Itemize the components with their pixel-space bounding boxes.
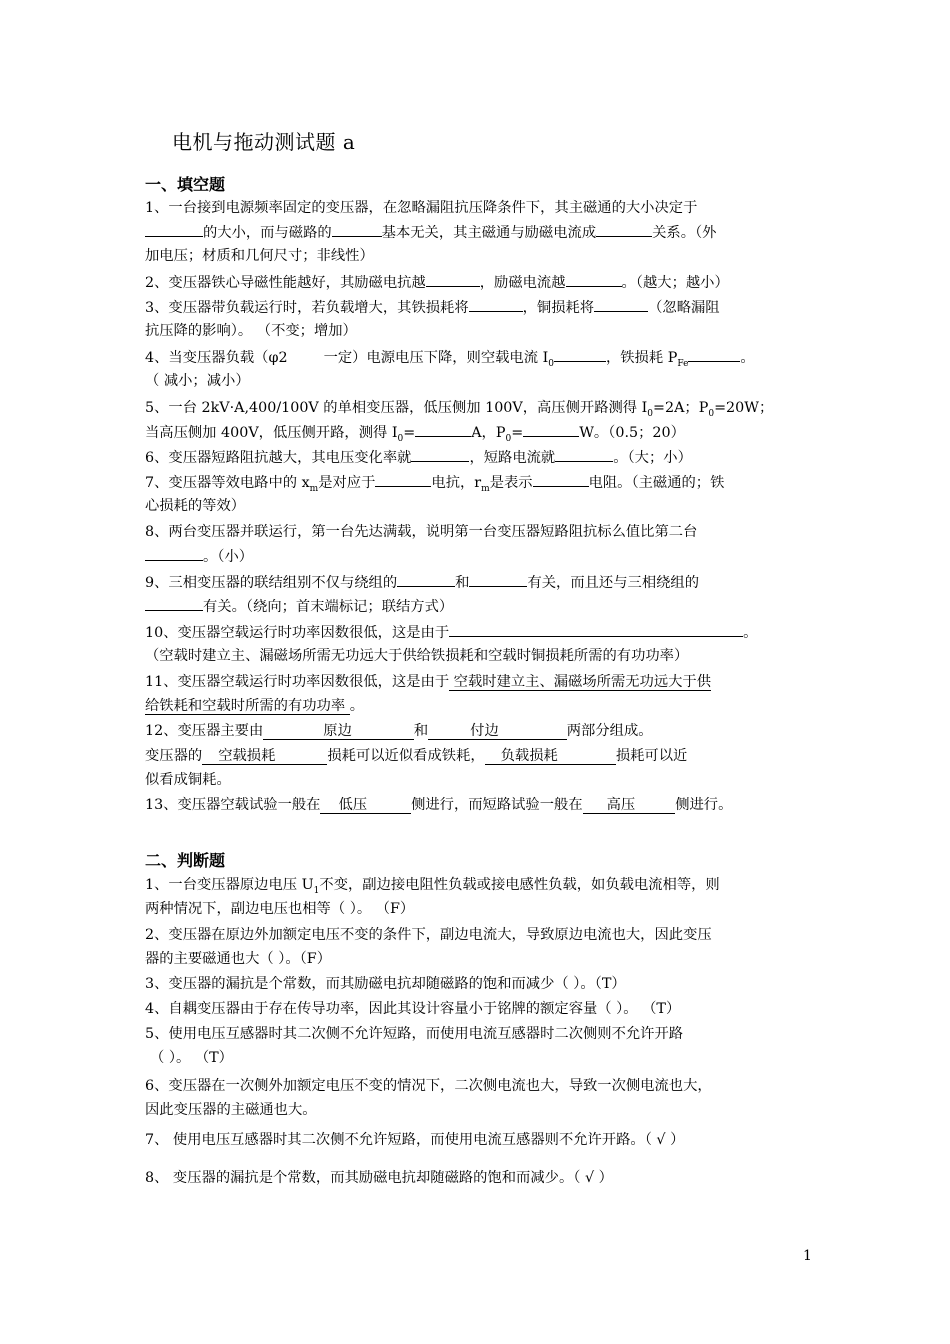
blank (596, 220, 652, 237)
blank (555, 445, 613, 462)
question-11-line-2: 给铁耗和空载时所需的有功功率 。 (145, 698, 364, 714)
question-3-line-1: 3、变压器带负载运行时，若负载增大，其铁损耗将 ，铜损耗将 （忽略漏阻 (145, 295, 810, 320)
tf-question-8: 8、 变压器的漏抗是个常数，而其励磁电抗却随磁路的饱和而减少。（ √ ） (145, 1170, 613, 1186)
tf-question-5-line-2: （ ）。 （T） (150, 1050, 233, 1066)
question-6: 6、变压器短路阻抗越大，其电压变化率就 ，短路电流就 。（大；小） (145, 445, 810, 470)
question-7-line-2: 心损耗的等效） (145, 498, 246, 514)
question-12-line-3: 似看成铜耗。 (145, 772, 231, 788)
blank (397, 570, 455, 587)
question-1-line-2: 的大小，而与磁路的 基本无关，其主磁通与励磁电流成 关系。（外 (145, 220, 810, 245)
answer-underlined: 付边 (428, 723, 567, 740)
tf-question-5-line-1: 5、使用电压互感器时其二次侧不允许短路，而使用电流互感器时二次侧则不允许开路 (145, 1026, 684, 1042)
answer-underlined: 给铁耗和空载时所需的有功功率 (145, 698, 350, 714)
question-5-line-1: 5、一台 2kV·A,400/100V 的单相变压器，低压侧加 100V，高压侧开路测得 $I_0=2A$；$P_0=20W$； (145, 400, 774, 419)
answer-underlined: 空载时建立主、漏磁场所需无功远大于供 (449, 674, 712, 690)
blank (523, 420, 579, 437)
answer-underlined: 高压 (583, 797, 676, 814)
question-3-line-2: 抗压降的影响）。 （不变；增加） (145, 323, 357, 339)
page-number: 1 (803, 1248, 812, 1264)
question-4-line-2: （ 减小；减小） (145, 373, 250, 389)
blank (688, 345, 740, 362)
question-8-line-1: 8、两台变压器并联运行，第一台先达满载，说明第一台变压器短路阻抗标么值比第二台 (145, 524, 698, 540)
tf-question-7: 7、 使用电压互感器时其二次侧不允许短路，而使用电流互感器则不允许开路。（ √ ） (145, 1132, 685, 1148)
answer-underlined: 空载损耗 (202, 748, 327, 765)
blank (145, 594, 203, 611)
blank (426, 270, 480, 287)
blank (554, 345, 606, 362)
question-9-line-2: 有关。（绕向；首末端标记；联结方式） (145, 594, 810, 619)
answer-underlined: 原边 (263, 723, 414, 740)
blank (533, 470, 589, 487)
section-heading-true-false: 二、判断题 (145, 851, 226, 870)
question-10-line-2: （空载时建立主、漏磁场所需无功远大于供给铁损耗和空载时铜损耗所需的有功功率） (145, 648, 689, 664)
section-heading-fill-in: 一、填空题 (145, 175, 226, 194)
question-1-line-3: 加电压；材质和几何尺寸；非线性） (145, 248, 374, 264)
blank (145, 220, 203, 237)
question-4-line-1: 4、当变压器负载（φ2 一定）电源电压下降，则空载电流 $I_0$ ，铁损耗 $P_{Fe}$ 。 (145, 345, 810, 376)
blank (332, 220, 382, 237)
question-10-line-1: 10、变压器空载运行时功率因数很低，这是由于 。 (145, 620, 810, 645)
question-13: 13、变压器空载试验一般在 低压 侧进行，而短路试验一般在 高压 侧进行。 (145, 797, 733, 813)
tf-question-2-line-2: 器的主要磁通也大（ ）。（F） (145, 951, 332, 967)
question-5-line-2: 当高压侧加 400V，低压侧开路，测得 $I_0= A$，$P_0= W$。（0.5；20） (145, 420, 810, 451)
question-11-line-1: 11、变压器空载运行时功率因数很低，这是由于 空载时建立主、漏磁场所需无功远大于供 (145, 674, 712, 690)
blank (469, 295, 523, 312)
question-9-line-1: 9、三相变压器的联结组别不仅与绕组的 和 有关，而且还与三相绕组的 (145, 570, 810, 595)
question-12-line-1: 12、变压器主要由 原边 和 付边 两部分组成。 (145, 723, 653, 739)
blank (415, 420, 471, 437)
blank (145, 544, 203, 561)
blank (375, 470, 431, 487)
answer-underlined: 负载损耗 (485, 748, 616, 765)
question-2: 2、变压器铁心导磁性能越好，其励磁电抗越 ，励磁电流越 。（越大；越小） (145, 270, 810, 295)
page-title: 电机与拖动测试题 a (172, 130, 356, 154)
blank (411, 445, 469, 462)
question-7-line-1: 7、变压器等效电路中的 $x_m$是对应于 电抗，$r_m$是表示 电阻。（主磁通的；铁 (145, 470, 810, 501)
blank (566, 270, 622, 287)
question-8-line-2: 。（小） (145, 544, 810, 569)
tf-question-1-line-2: 两种情况下，副边电压也相等（ ）。 （F） (145, 901, 415, 917)
tf-question-2-line-1: 2、变压器在原边外加额定电压不变的条件下，副边电流大，导致原边电流也大，因此变压 (145, 927, 712, 943)
tf-question-4: 4、自耦变压器由于存在传导功率，因此其设计容量小于铭牌的额定容量（ ）。 （T） (145, 1001, 681, 1017)
answer-underlined: 低压 (320, 797, 411, 814)
question-1-line-1: 1、一台接到电源频率固定的变压器，在忽略漏阻抗压降条件下，其主磁通的大小决定于 (145, 200, 698, 216)
tf-question-3: 3、变压器的漏抗是个常数，而其励磁电抗却随磁路的饱和而减少（ ）。（T） (145, 976, 626, 992)
blank (449, 620, 743, 637)
tf-question-6-line-2: 因此变压器的主磁通也大。 (145, 1102, 317, 1118)
blank (469, 570, 527, 587)
question-12-line-2: 变压器的 空载损耗 损耗可以近似看成铁耗， 负载损耗 损耗可以近 (145, 748, 688, 764)
tf-question-6-line-1: 6、变压器在一次侧外加额定电压不变的情况下，二次侧电流也大，导致一次侧电流也大， (145, 1078, 712, 1094)
blank (594, 295, 648, 312)
tf-question-1-line-1: 1、一台变压器原边电压 $U_1$不变，副边接电阻性负载或接电感性负载，如负载电流相等，则 (145, 877, 720, 896)
